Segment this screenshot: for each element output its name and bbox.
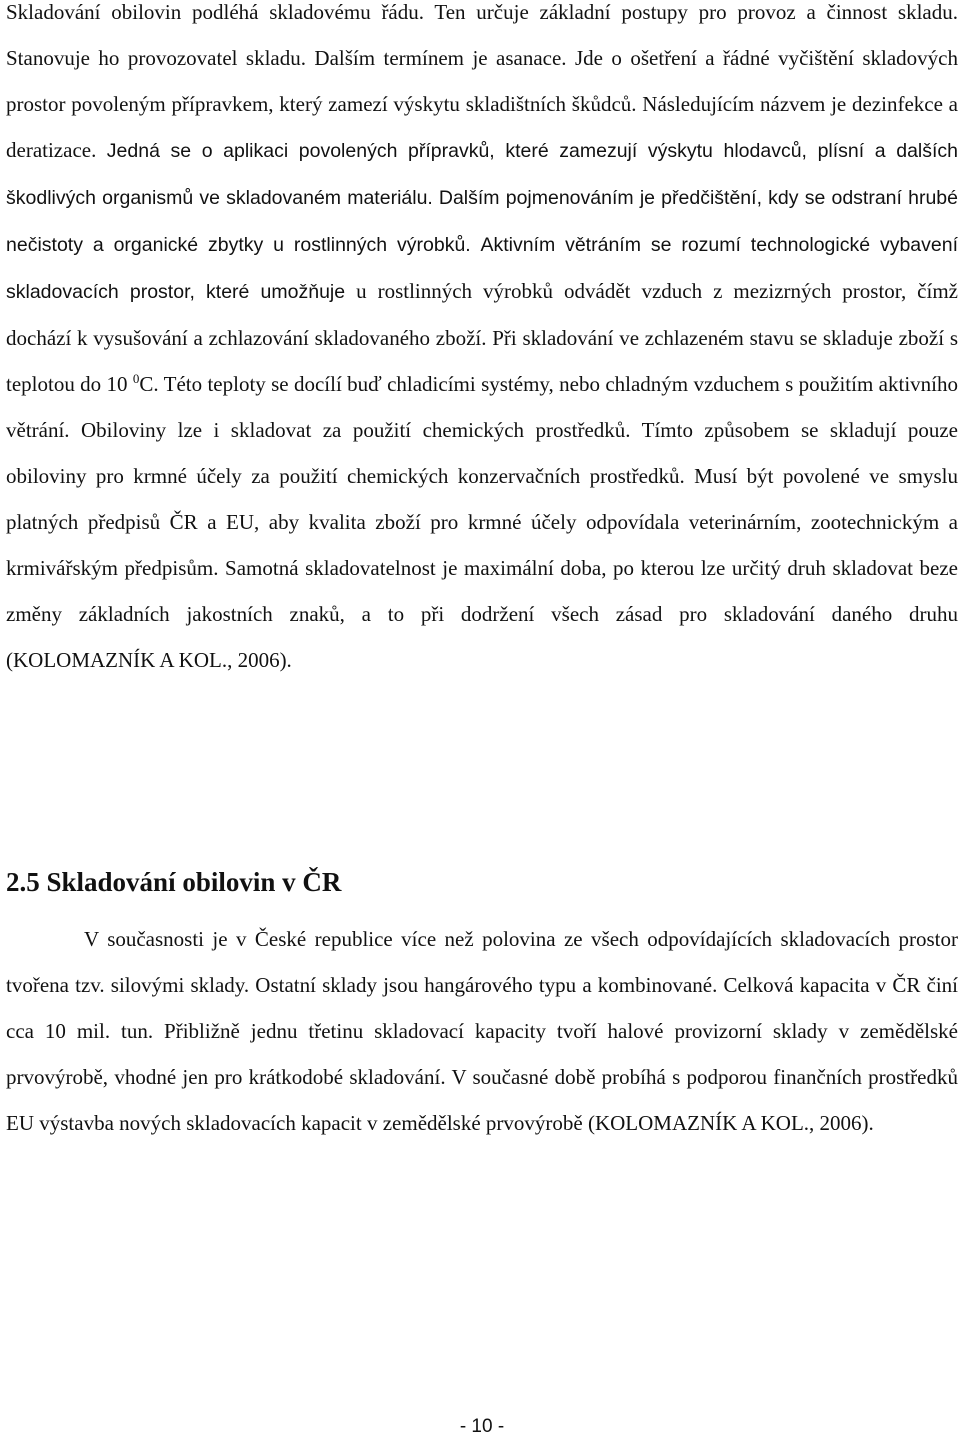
paragraph-1-sentence-7: C. Této teploty se docílí buď chladicími systémy, nebo chladným vzduchem s použitím aktivního větrání. Obiloviny lze i skladovat za použití chemických prostředků. Tímto způsobem se skladují pouze obiloviny pro krmné účely za použití chemických konzervačních prostředků. Musí být povolené ve smyslu platných předpisů ČR a EU, aby kvalita zboží pro krmné účely odpovídala veterinárním, zootechnickým a krmivářským předpisům. Samotná skladovatelnost je maximální doba, po kterou lze určitý druh skladovat beze změny základních jakostních znaků, a to při dodržení všech zásad pro skladování daného druhu (KOLOMAZNÍK A KOL., 2006). [6, 372, 958, 672]
paragraph-1-sentence-3: Jedná se o aplikaci povolených přípravků, které zamezují výskytu hlodavců, plísní a dalších škodlivých organismů ve skladovaném materiálu. [6, 140, 959, 209]
paragraph-1-sentence-6: u rostlinných výrobků odvádět vzduch z mezizrných prostor, čímž dochází k vysušování a zchlazování skladovaného zboží. Při skladování ve zchlazeném stavu se skladuje zboží s teplotou do 10 [6, 279, 958, 396]
page-number: - 10 - [459, 1416, 505, 1437]
paragraph-1-sentence-4: Dalším pojmenováním je předčištění, kdy se odstraní hrubé nečistoty a organické zbytky u rostlinných výrobků. [6, 187, 958, 256]
paragraph-1-sentence-1: Skladování obilovin podléhá skladovému řádu. Ten určuje základní postupy pro provoz a činnost skladu. Stanovuje ho provozovatel skladu. Dalším termínem je asanace. [6, 0, 958, 70]
body-paragraph-2 [6, 916, 958, 1146]
paragraph-1-sentence-5: Aktivním větráním se rozumí technologické vybavení skladovacích prostor, které umožňuje [6, 234, 958, 303]
paragraph-1-sentence-2: Jde o ošetření a řádné vyčištění skladových prostor povoleným přípravkem, který zamezí výskytu skladištních škůdců. Následujícím názvem je dezinfekce a deratizace. [6, 46, 959, 162]
page-footer [0, 1414, 960, 1440]
temperature-superscript: 0 [132, 371, 140, 386]
paragraph-2-text: V současnosti je v České republice více než polovina ze všech odpovídajících skladovacích prostor tvořena tzv. silovými sklady. Ostatní sklady jsou hangárového typu a kombinované. Celková kapacita v ČR činí cca 10 mil. tun. Přibližně jednu třetinu skladovací kapacity tvoří halové provizorní sklady v zemědělské prvovýrobě, vhodné jen pro krátkodobé skladování. V současné době probíhá s podporou finančních prostředků EU výstavba nových skladovacích kapacit v zemědělské prvovýrobě (KOLOMAZNÍK A KOL., 2006). [6, 927, 958, 1135]
body-paragraph-1 [6, 0, 958, 683]
section-heading: 2.5 Skladování obilovin v ČR [6, 867, 342, 897]
